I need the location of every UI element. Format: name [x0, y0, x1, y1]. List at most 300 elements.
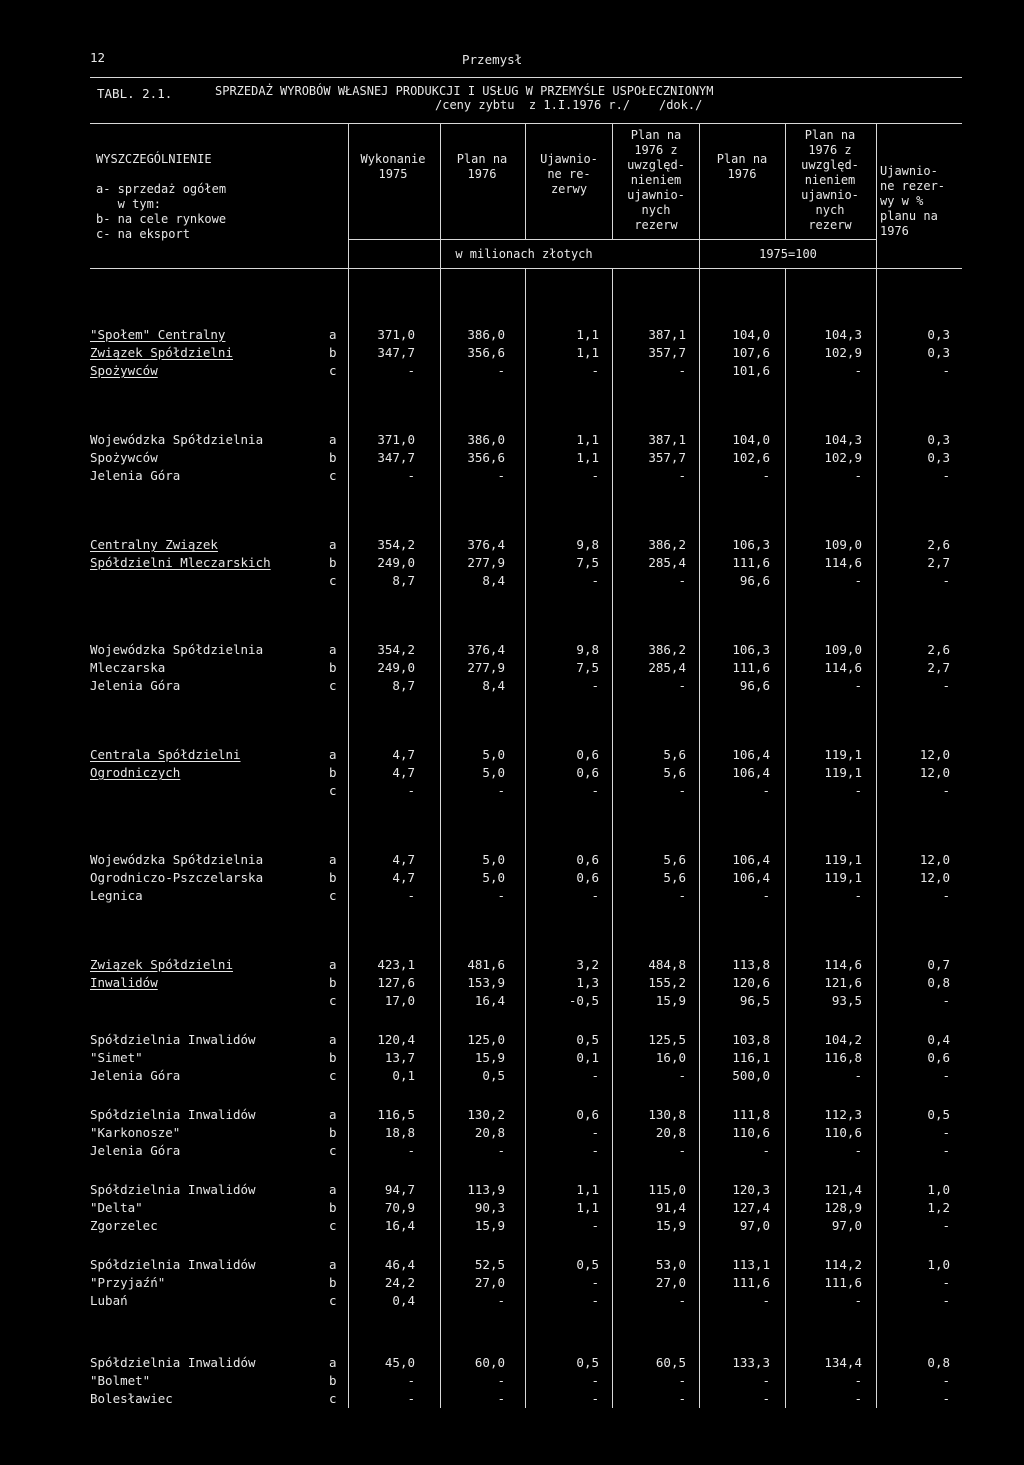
row-key: b	[329, 1373, 337, 1388]
cell-rezerwy-procent: 0,6	[927, 1050, 950, 1065]
cell-wykonanie-1975: 4,7	[392, 747, 415, 762]
cell-rezerwy-procent: -	[942, 678, 950, 693]
cell-rezerwy-procent: -	[942, 1125, 950, 1140]
table-subtitle: /ceny zybtu z 1.I.1976 r./ /dok./	[435, 98, 703, 112]
row-key: c	[329, 1218, 337, 1233]
cell-plan-index: 120,3	[732, 1182, 770, 1197]
cell-plan-z-rezerwami-index: 104,2	[824, 1032, 862, 1047]
group-name-line: Mleczarska	[90, 660, 166, 675]
cell-plan-z-rezerwami: -	[678, 1068, 686, 1083]
cell-rezerwy-procent: 0,3	[927, 345, 950, 360]
cell-plan-index: 106,3	[732, 642, 770, 657]
cell-plan-z-rezerwami-index: 111,6	[824, 1275, 862, 1290]
cell-plan-1976: 130,2	[467, 1107, 505, 1122]
cell-rezerwy-procent: 2,6	[927, 642, 950, 657]
cell-plan-z-rezerwami: -	[678, 1373, 686, 1388]
cell-rezerwy-procent: -	[942, 468, 950, 483]
cell-wykonanie-1975: -	[407, 783, 415, 798]
cell-ujawnione-rezerwy: 0,6	[576, 852, 599, 867]
cell-plan-index: 102,6	[732, 450, 770, 465]
cell-plan-index: 106,4	[732, 747, 770, 762]
cell-rezerwy-procent: -	[942, 1218, 950, 1233]
cell-rezerwy-procent: -	[942, 783, 950, 798]
cell-plan-1976: 277,9	[467, 660, 505, 675]
cell-plan-index: 106,4	[732, 765, 770, 780]
cell-plan-z-rezerwami: -	[678, 573, 686, 588]
cell-plan-z-rezerwami: -	[678, 783, 686, 798]
cell-plan-z-rezerwami: 20,8	[655, 1125, 686, 1140]
cell-plan-1976: 15,9	[474, 1218, 505, 1233]
row-key: c	[329, 363, 337, 378]
cell-plan-index: 116,1	[732, 1050, 770, 1065]
cell-ujawnione-rezerwy: 0,1	[576, 1050, 599, 1065]
cell-plan-index: 113,1	[732, 1257, 770, 1272]
cell-rezerwy-procent: -	[942, 573, 950, 588]
row-key: c	[329, 1391, 337, 1406]
row-key: a	[329, 642, 337, 657]
cell-plan-z-rezerwami-index: 112,3	[824, 1107, 862, 1122]
table-title: SPRZEDAŻ WYROBÓW WŁASNEJ PRODUKCJI I USŁUG W PRZEMYŚLE USPOŁECZNIONYM	[215, 84, 714, 98]
cell-rezerwy-procent: -	[942, 1293, 950, 1308]
cell-plan-z-rezerwami: -	[678, 468, 686, 483]
group-name-line: Wojewódzka Spółdzielnia	[90, 642, 264, 657]
cell-wykonanie-1975: 354,2	[377, 642, 415, 657]
cell-plan-z-rezerwami-index: 104,3	[824, 432, 862, 447]
cell-rezerwy-procent: 1,0	[927, 1257, 950, 1272]
cell-plan-index: 500,0	[732, 1068, 770, 1083]
cell-ujawnione-rezerwy: -	[591, 1275, 599, 1290]
cell-plan-index: 111,8	[732, 1107, 770, 1122]
cell-wykonanie-1975: 127,6	[377, 975, 415, 990]
cell-wykonanie-1975: 4,7	[392, 870, 415, 885]
cell-ujawnione-rezerwy: 0,6	[576, 765, 599, 780]
cell-ujawnione-rezerwy: -	[591, 573, 599, 588]
cell-plan-z-rezerwami-index: 134,4	[824, 1355, 862, 1370]
cell-plan-1976: 20,8	[474, 1125, 505, 1140]
row-key: c	[329, 1293, 337, 1308]
row-key: b	[329, 870, 337, 885]
col-header-plan-z-rezerwami-index: Plan na 1976 z uwzględ- nieniem ujawnio- nych rezerw	[801, 128, 859, 232]
cell-plan-1976: -	[497, 468, 505, 483]
cell-plan-z-rezerwami: 125,5	[648, 1032, 686, 1047]
cell-plan-1976: 386,0	[467, 432, 505, 447]
group-name-line: Centralny Związek	[90, 537, 218, 552]
cell-wykonanie-1975: -	[407, 363, 415, 378]
row-key: a	[329, 537, 337, 552]
cell-plan-index: 107,6	[732, 345, 770, 360]
cell-plan-z-rezerwami-index: 128,9	[824, 1200, 862, 1215]
cell-plan-index: -	[762, 1293, 770, 1308]
cell-ujawnione-rezerwy: 1,3	[576, 975, 599, 990]
cell-plan-1976: -	[497, 888, 505, 903]
cell-plan-index: 96,5	[739, 993, 770, 1008]
cell-plan-index: 106,3	[732, 537, 770, 552]
cell-plan-1976: 125,0	[467, 1032, 505, 1047]
row-key: a	[329, 432, 337, 447]
cell-ujawnione-rezerwy: -	[591, 783, 599, 798]
cell-wykonanie-1975: 116,5	[377, 1107, 415, 1122]
cell-wykonanie-1975: 13,7	[384, 1050, 415, 1065]
cell-wykonanie-1975: -	[407, 888, 415, 903]
cell-plan-1976: -	[497, 1143, 505, 1158]
cell-plan-index: -	[762, 1373, 770, 1388]
cell-plan-index: 133,3	[732, 1355, 770, 1370]
group-name-line: Spółdzielni Mleczarskich	[90, 555, 271, 570]
cell-plan-z-rezerwami: 484,8	[648, 957, 686, 972]
group-name-line: Bolesławiec	[90, 1391, 173, 1406]
group-name-line: "Bolmet"	[90, 1373, 151, 1388]
group-name-line: "Delta"	[90, 1200, 143, 1215]
cell-plan-z-rezerwami-index: 110,6	[824, 1125, 862, 1140]
row-key: b	[329, 765, 337, 780]
cell-wykonanie-1975: 4,7	[392, 765, 415, 780]
cell-wykonanie-1975: -	[407, 1373, 415, 1388]
cell-wykonanie-1975: 18,8	[384, 1125, 415, 1140]
cell-plan-z-rezerwami-index: -	[854, 1293, 862, 1308]
group-name-line: Spółdzielnia Inwalidów	[90, 1107, 256, 1122]
cell-plan-index: -	[762, 1391, 770, 1406]
cell-plan-1976: 15,9	[474, 1050, 505, 1065]
cell-plan-z-rezerwami-index: -	[854, 888, 862, 903]
cell-wykonanie-1975: 423,1	[377, 957, 415, 972]
group-name-line: Wojewódzka Spółdzielnia	[90, 852, 264, 867]
cell-plan-1976: -	[497, 1293, 505, 1308]
group-name-line: Związek Spółdzielni	[90, 345, 233, 360]
cell-plan-z-rezerwami: 5,6	[663, 747, 686, 762]
cell-plan-z-rezerwami-index: 114,2	[824, 1257, 862, 1272]
cell-plan-z-rezerwami-index: 121,4	[824, 1182, 862, 1197]
cell-rezerwy-procent: 12,0	[919, 852, 950, 867]
group-name-line: Jelenia Góra	[90, 468, 181, 483]
cell-plan-1976: 481,6	[467, 957, 505, 972]
row-key: c	[329, 993, 337, 1008]
cell-ujawnione-rezerwy: -	[591, 1218, 599, 1233]
cell-plan-z-rezerwami: -	[678, 1293, 686, 1308]
cell-plan-z-rezerwami: 285,4	[648, 555, 686, 570]
cell-ujawnione-rezerwy: -	[591, 678, 599, 693]
cell-plan-1976: 153,9	[467, 975, 505, 990]
group-name-line: Spółdzielnia Inwalidów	[90, 1355, 256, 1370]
cell-plan-index: -	[762, 468, 770, 483]
cell-plan-z-rezerwami-index: 116,8	[824, 1050, 862, 1065]
cell-rezerwy-procent: -	[942, 888, 950, 903]
cell-plan-z-rezerwami: 357,7	[648, 345, 686, 360]
cell-wykonanie-1975: 0,4	[392, 1293, 415, 1308]
row-key: b	[329, 1275, 337, 1290]
cell-plan-1976: -	[497, 1391, 505, 1406]
cell-plan-z-rezerwami-index: 114,6	[824, 660, 862, 675]
group-name-line: Spółdzielnia Inwalidów	[90, 1182, 256, 1197]
row-key: a	[329, 957, 337, 972]
cell-plan-z-rezerwami: 53,0	[655, 1257, 686, 1272]
cell-ujawnione-rezerwy: 0,5	[576, 1032, 599, 1047]
cell-rezerwy-procent: 0,3	[927, 450, 950, 465]
cell-ujawnione-rezerwy: 7,5	[576, 660, 599, 675]
cell-rezerwy-procent: 0,7	[927, 957, 950, 972]
cell-ujawnione-rezerwy: 1,1	[576, 450, 599, 465]
row-key: b	[329, 1050, 337, 1065]
cell-wykonanie-1975: 24,2	[384, 1275, 415, 1290]
cell-ujawnione-rezerwy: 0,6	[576, 747, 599, 762]
group-name-line: "Simet"	[90, 1050, 143, 1065]
cell-plan-1976: 90,3	[474, 1200, 505, 1215]
col-header-rezerwy-procent: Ujawnio- ne rezer- wy w % planu na 1976	[880, 164, 946, 238]
cell-wykonanie-1975: 347,7	[377, 345, 415, 360]
cell-wykonanie-1975: 8,7	[392, 678, 415, 693]
cell-wykonanie-1975: 45,0	[384, 1355, 415, 1370]
cell-plan-1976: 356,6	[467, 345, 505, 360]
cell-ujawnione-rezerwy: 1,1	[576, 432, 599, 447]
cell-plan-z-rezerwami: 387,1	[648, 327, 686, 342]
stub-header: WYSZCZEGÓLNIENIE a- sprzedaż ogółem w tym: b- na cele rynkowe c- na eksport	[96, 152, 227, 241]
cell-plan-z-rezerwami-index: 114,6	[824, 957, 862, 972]
cell-plan-1976: 376,4	[467, 642, 505, 657]
cell-plan-z-rezerwami-index: -	[854, 1143, 862, 1158]
cell-plan-1976: 5,0	[482, 870, 505, 885]
column-rule	[785, 268, 786, 1408]
cell-plan-index: -	[762, 783, 770, 798]
page-number: 12	[90, 50, 106, 65]
row-key: c	[329, 573, 337, 588]
row-key: c	[329, 888, 337, 903]
cell-plan-z-rezerwami: 15,9	[655, 993, 686, 1008]
cell-plan-index: 106,4	[732, 852, 770, 867]
cell-wykonanie-1975: 371,0	[377, 432, 415, 447]
cell-rezerwy-procent: -	[942, 363, 950, 378]
row-key: a	[329, 747, 337, 762]
cell-plan-1976: 5,0	[482, 747, 505, 762]
cell-ujawnione-rezerwy: 0,6	[576, 1107, 599, 1122]
col-header-plan: Plan na 1976	[456, 152, 508, 181]
row-key: b	[329, 1125, 337, 1140]
group-name-line: Związek Spółdzielni	[90, 957, 233, 972]
cell-plan-1976: 113,9	[467, 1182, 505, 1197]
group-name-line: "Przyjaźń"	[90, 1275, 166, 1290]
cell-plan-z-rezerwami: 5,6	[663, 765, 686, 780]
cell-plan-index: -	[762, 888, 770, 903]
cell-plan-1976: 52,5	[474, 1257, 505, 1272]
cell-plan-index: 111,6	[732, 660, 770, 675]
cell-ujawnione-rezerwy: 0,5	[576, 1355, 599, 1370]
row-key: a	[329, 1182, 337, 1197]
cell-plan-z-rezerwami: 16,0	[655, 1050, 686, 1065]
row-key: a	[329, 1355, 337, 1370]
cell-rezerwy-procent: -	[942, 1143, 950, 1158]
cell-ujawnione-rezerwy: 7,5	[576, 555, 599, 570]
group-name-line: Ogrodniczych	[90, 765, 181, 780]
table-top-rule	[90, 123, 962, 124]
cell-ujawnione-rezerwy: 0,5	[576, 1257, 599, 1272]
cell-wykonanie-1975: 4,7	[392, 852, 415, 867]
cell-plan-z-rezerwami: 387,1	[648, 432, 686, 447]
row-key: c	[329, 1068, 337, 1083]
group-name-line: Jelenia Góra	[90, 1143, 181, 1158]
unit-millions: w milionach złotych	[455, 247, 593, 261]
cell-plan-1976: 277,9	[467, 555, 505, 570]
cell-plan-z-rezerwami: 386,2	[648, 537, 686, 552]
cell-plan-1976: 60,0	[474, 1355, 505, 1370]
cell-ujawnione-rezerwy: -	[591, 1125, 599, 1140]
cell-rezerwy-procent: 0,3	[927, 432, 950, 447]
cell-ujawnione-rezerwy: 9,8	[576, 642, 599, 657]
cell-plan-1976: 376,4	[467, 537, 505, 552]
col-header-rezerwy: Ujawnio- ne re- zerwy	[540, 152, 598, 196]
cell-wykonanie-1975: 94,7	[384, 1182, 415, 1197]
cell-plan-index: 106,4	[732, 870, 770, 885]
group-name-line: "Karkonosze"	[90, 1125, 181, 1140]
cell-rezerwy-procent: 0,8	[927, 975, 950, 990]
cell-plan-1976: 8,4	[482, 678, 505, 693]
cell-plan-z-rezerwami-index: 104,3	[824, 327, 862, 342]
cell-plan-z-rezerwami-index: -	[854, 1391, 862, 1406]
column-rule	[525, 268, 526, 1408]
cell-rezerwy-procent: 1,2	[927, 1200, 950, 1215]
column-rule	[785, 123, 786, 239]
column-rule	[612, 123, 613, 239]
cell-rezerwy-procent: 0,8	[927, 1355, 950, 1370]
cell-plan-index: 101,6	[732, 363, 770, 378]
cell-plan-index: 96,6	[739, 678, 770, 693]
row-key: a	[329, 1032, 337, 1047]
cell-rezerwy-procent: 2,7	[927, 555, 950, 570]
cell-wykonanie-1975: 354,2	[377, 537, 415, 552]
cell-plan-z-rezerwami: -	[678, 1391, 686, 1406]
running-title: Przemysł	[462, 52, 523, 67]
cell-rezerwy-procent: 0,4	[927, 1032, 950, 1047]
cell-plan-z-rezerwami-index: -	[854, 363, 862, 378]
cell-rezerwy-procent: 12,0	[919, 747, 950, 762]
cell-wykonanie-1975: 17,0	[384, 993, 415, 1008]
table-label: TABL. 2.1.	[97, 86, 173, 101]
cell-plan-z-rezerwami: 285,4	[648, 660, 686, 675]
cell-wykonanie-1975: 249,0	[377, 660, 415, 675]
row-key: a	[329, 852, 337, 867]
cell-ujawnione-rezerwy: -	[591, 1373, 599, 1388]
cell-plan-z-rezerwami: -	[678, 363, 686, 378]
cell-rezerwy-procent: 12,0	[919, 870, 950, 885]
cell-plan-z-rezerwami: 130,8	[648, 1107, 686, 1122]
cell-plan-z-rezerwami-index: -	[854, 1068, 862, 1083]
group-name-line: Zgorzelec	[90, 1218, 158, 1233]
cell-wykonanie-1975: 249,0	[377, 555, 415, 570]
cell-wykonanie-1975: 371,0	[377, 327, 415, 342]
cell-ujawnione-rezerwy: -	[591, 1293, 599, 1308]
cell-plan-index: 120,6	[732, 975, 770, 990]
group-name-line: Spółdzielnia Inwalidów	[90, 1032, 256, 1047]
cell-ujawnione-rezerwy: -0,5	[568, 993, 599, 1008]
cell-plan-z-rezerwami: -	[678, 888, 686, 903]
cell-plan-z-rezerwami: 5,6	[663, 870, 686, 885]
column-rule	[525, 123, 526, 239]
cell-ujawnione-rezerwy: -	[591, 888, 599, 903]
cell-wykonanie-1975: 70,9	[384, 1200, 415, 1215]
cell-wykonanie-1975: 347,7	[377, 450, 415, 465]
cell-plan-1976: 0,5	[482, 1068, 505, 1083]
cell-plan-z-rezerwami-index: 114,6	[824, 555, 862, 570]
cell-plan-index: 96,6	[739, 573, 770, 588]
cell-plan-z-rezerwami-index: -	[854, 468, 862, 483]
cell-plan-z-rezerwami: 91,4	[655, 1200, 686, 1215]
cell-ujawnione-rezerwy: -	[591, 1143, 599, 1158]
cell-plan-z-rezerwami-index: 102,9	[824, 345, 862, 360]
cell-rezerwy-procent: -	[942, 1391, 950, 1406]
cell-plan-z-rezerwami-index: 119,1	[824, 747, 862, 762]
cell-plan-index: 127,4	[732, 1200, 770, 1215]
cell-ujawnione-rezerwy: -	[591, 468, 599, 483]
cell-ujawnione-rezerwy: 1,1	[576, 1200, 599, 1215]
column-rule	[876, 123, 877, 1408]
group-name-line: "Społem" Centralny	[90, 327, 226, 342]
row-key: b	[329, 450, 337, 465]
cell-plan-z-rezerwami-index: 119,1	[824, 765, 862, 780]
cell-plan-z-rezerwami-index: 102,9	[824, 450, 862, 465]
header-bottom-rule	[90, 268, 962, 269]
cell-plan-z-rezerwami-index: 121,6	[824, 975, 862, 990]
cell-rezerwy-procent: 0,3	[927, 327, 950, 342]
group-name-line: Jelenia Góra	[90, 1068, 181, 1083]
cell-plan-index: 97,0	[739, 1218, 770, 1233]
cell-rezerwy-procent: -	[942, 993, 950, 1008]
cell-plan-index: 113,8	[732, 957, 770, 972]
row-key: c	[329, 678, 337, 693]
cell-plan-1976: 356,6	[467, 450, 505, 465]
group-name-line: Spożywców	[90, 363, 158, 378]
cell-plan-z-rezerwami: 357,7	[648, 450, 686, 465]
header-rule	[90, 77, 962, 78]
cell-plan-index: 104,0	[732, 327, 770, 342]
cell-plan-z-rezerwami-index: 97,0	[831, 1218, 862, 1233]
row-key: b	[329, 345, 337, 360]
row-key: b	[329, 975, 337, 990]
cell-rezerwy-procent: 0,5	[927, 1107, 950, 1122]
cell-ujawnione-rezerwy: 1,1	[576, 1182, 599, 1197]
row-key: c	[329, 783, 337, 798]
cell-plan-index: 103,8	[732, 1032, 770, 1047]
cell-ujawnione-rezerwy: 9,8	[576, 537, 599, 552]
cell-plan-z-rezerwami: 60,5	[655, 1355, 686, 1370]
cell-ujawnione-rezerwy: 0,6	[576, 870, 599, 885]
cell-plan-index: 111,6	[732, 555, 770, 570]
cell-rezerwy-procent: -	[942, 1373, 950, 1388]
cell-plan-z-rezerwami: -	[678, 1143, 686, 1158]
cell-plan-z-rezerwami: 386,2	[648, 642, 686, 657]
unit-index: 1975=100	[759, 247, 817, 261]
unit-rule	[348, 239, 876, 240]
col-header-plan-index: Plan na 1976	[716, 152, 768, 181]
cell-rezerwy-procent: 2,6	[927, 537, 950, 552]
cell-plan-z-rezerwami-index: -	[854, 573, 862, 588]
row-key: a	[329, 1107, 337, 1122]
cell-plan-1976: 16,4	[474, 993, 505, 1008]
row-key: a	[329, 327, 337, 342]
cell-rezerwy-procent: 2,7	[927, 660, 950, 675]
cell-ujawnione-rezerwy: 3,2	[576, 957, 599, 972]
cell-rezerwy-procent: 1,0	[927, 1182, 950, 1197]
cell-ujawnione-rezerwy: 1,1	[576, 327, 599, 342]
cell-plan-z-rezerwami-index: 119,1	[824, 852, 862, 867]
cell-plan-1976: -	[497, 363, 505, 378]
cell-plan-1976: 5,0	[482, 852, 505, 867]
cell-ujawnione-rezerwy: -	[591, 1391, 599, 1406]
cell-plan-z-rezerwami: -	[678, 678, 686, 693]
cell-rezerwy-procent: 12,0	[919, 765, 950, 780]
cell-plan-z-rezerwami: 155,2	[648, 975, 686, 990]
cell-plan-1976: 27,0	[474, 1275, 505, 1290]
cell-plan-index: -	[762, 1143, 770, 1158]
cell-wykonanie-1975: 8,7	[392, 573, 415, 588]
group-name-line: Centrala Spółdzielni	[90, 747, 241, 762]
group-name-line: Jelenia Góra	[90, 678, 181, 693]
